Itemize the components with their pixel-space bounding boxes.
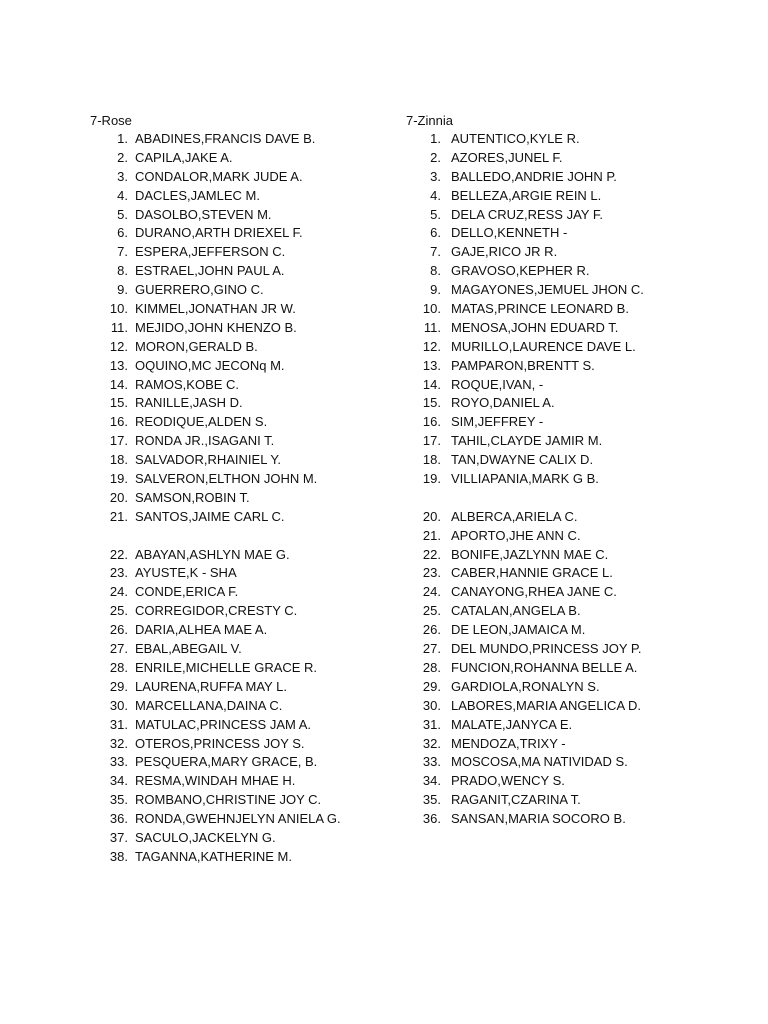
list-item-number: 9. (430, 282, 441, 298)
student-name: GAJE,RICO JR R. (451, 244, 558, 260)
list-item-number: 14. (109, 376, 128, 392)
list-item (406, 546, 726, 565)
list-item (406, 678, 726, 697)
student-name: KIMMEL,JONATHAN JR W. (135, 301, 296, 317)
list-item-number: 30. (109, 697, 128, 713)
list-item-number: 31. (422, 716, 441, 732)
list-item-number: 7. (117, 244, 128, 260)
list-item-number: 9. (117, 282, 128, 298)
list-item (90, 262, 390, 281)
list-item (90, 848, 390, 867)
list-item (406, 187, 726, 206)
list-item (406, 470, 726, 489)
list-item (406, 583, 726, 602)
list-item-number: 8. (117, 263, 128, 279)
list-item (90, 243, 390, 262)
student-name: RONDA,GWEHNJELYN ANIELA G. (135, 811, 341, 827)
student-name: DASOLBO,STEVEN M. (135, 206, 272, 222)
student-name: GARDIOLA,RONALYN S. (451, 678, 600, 694)
list-item-number: 34. (422, 773, 441, 789)
list-item-number: 28. (422, 659, 441, 675)
student-name: FUNCION,ROHANNA BELLE A. (451, 659, 638, 675)
list-item (406, 376, 726, 395)
list-item-number: 20. (109, 489, 128, 505)
student-name: ROMBANO,CHRISTINE JOY C. (135, 792, 322, 808)
list-item (406, 753, 726, 772)
list-item-number: 20. (422, 508, 441, 524)
list-item-number: 24. (422, 584, 441, 600)
student-name: CONDE,ERICA F. (135, 584, 239, 600)
list-item-number: 3. (430, 168, 441, 184)
list-item-number: 32. (422, 735, 441, 751)
student-name: CABER,HANNIE GRACE L. (451, 565, 613, 581)
list-item-number: 19. (422, 471, 441, 487)
list-item (90, 281, 390, 300)
list-item-number: 5. (430, 206, 441, 222)
list-item (406, 357, 726, 376)
list-item-number: 15. (422, 395, 441, 411)
list-item (90, 829, 390, 848)
list-item-number: 16. (109, 414, 128, 430)
list-item (406, 149, 726, 168)
list-item-number: 1. (117, 131, 128, 146)
list-item (90, 772, 390, 791)
student-name: AZORES,JUNEL F. (451, 149, 563, 165)
student-name: ROQUE,IVAN, - (451, 376, 544, 392)
student-name: ABAYAN,ASHLYN MAE G. (135, 546, 290, 562)
student-name: GRAVOSO,KEPHER R. (451, 263, 590, 279)
student-name: ABADINES,FRANCIS DAVE B. (135, 131, 316, 146)
list-item (406, 394, 726, 413)
student-name: ALBERCA,ARIELA C. (451, 508, 578, 524)
list-item (90, 735, 390, 754)
list-item-number: 34. (109, 773, 128, 789)
list-item (90, 470, 390, 489)
student-name: SANSAN,MARIA SOCORO B. (451, 811, 626, 827)
list-item (406, 564, 726, 583)
list-item-number: 26. (422, 622, 441, 638)
list-item-number: 1. (430, 131, 441, 146)
list-item (406, 224, 726, 243)
list-item (406, 451, 726, 470)
student-name: ROYO,DANIEL A. (451, 395, 555, 411)
list-item (406, 659, 726, 678)
list-item-number: 29. (422, 678, 441, 694)
list-item-number: 11. (110, 319, 128, 335)
student-name: OTEROS,PRINCESS JOY S. (135, 735, 305, 751)
student-name: MENOSA,JOHN EDUARD T. (451, 319, 619, 335)
list-item (406, 262, 726, 281)
list-item (406, 527, 726, 546)
list-item (90, 300, 390, 319)
list-item-number: 6. (430, 225, 441, 241)
list-item (406, 206, 726, 225)
list-item (90, 224, 390, 243)
list-item-number: 21. (422, 527, 441, 543)
section-7-zinnia (406, 111, 726, 829)
student-name: LAURENA,RUFFA MAY L. (135, 678, 287, 694)
student-name: RAGANIT,CZARINA T. (451, 792, 581, 808)
list-item-number: 37. (109, 829, 128, 845)
list-item-number: 38. (109, 848, 128, 864)
list-item (406, 716, 726, 735)
student-name: DELA CRUZ,RESS JAY F. (451, 206, 603, 222)
list-item-number: 24. (109, 584, 128, 600)
list-item (406, 168, 726, 187)
student-name: GUERRERO,GINO C. (135, 282, 264, 298)
student-name: DE LEON,JAMAICA M. (451, 622, 586, 638)
list-item (90, 564, 390, 583)
student-name: VILLIAPANIA,MARK G B. (451, 471, 599, 487)
student-name: RESMA,WINDAH MHAE H. (135, 773, 296, 789)
list-item-number: 13. (109, 357, 128, 373)
list-item (406, 791, 726, 810)
list-item (90, 697, 390, 716)
student-name: ESTRAEL,JOHN PAUL A. (135, 263, 285, 279)
student-list (90, 130, 390, 867)
student-name: MATULAC,PRINCESS JAM A. (135, 716, 312, 732)
list-item (90, 716, 390, 735)
list-item (90, 621, 390, 640)
list-item (406, 508, 726, 527)
list-item-number: 28. (109, 659, 128, 675)
student-name: PAMPARON,BRENTT S. (451, 357, 595, 373)
student-name: CORREGIDOR,CRESTY C. (135, 603, 298, 619)
list-item (90, 508, 390, 527)
list-item-number: 36. (109, 811, 128, 827)
student-name: MAGAYONES,JEMUEL JHON C. (451, 282, 644, 298)
list-item-number: 25. (422, 603, 441, 619)
list-item (90, 319, 390, 338)
list-item-number: 25. (109, 603, 128, 619)
list-item (406, 300, 726, 319)
list-item-number: 33. (109, 754, 128, 770)
section-title: 7-Rose (90, 113, 132, 128)
student-name: SALVERON,ELTHON JOHN M. (135, 471, 318, 487)
list-item (406, 319, 726, 338)
list-item (90, 149, 390, 168)
list-item-number: 5. (117, 206, 128, 222)
section-7-rose (90, 111, 390, 867)
list-item-number: 36. (422, 811, 441, 827)
list-item-number: 27. (422, 641, 441, 657)
list-item (90, 489, 390, 508)
student-name: CATALAN,ANGELA B. (451, 603, 581, 619)
list-item-number: 18. (109, 452, 128, 468)
list-item-number: 33. (422, 754, 441, 770)
list-item-number: 18. (422, 452, 441, 468)
list-item (90, 583, 390, 602)
student-name: RANILLE,JASH D. (135, 395, 243, 411)
list-item-number: 22. (422, 546, 441, 562)
list-item-number: 23. (109, 565, 128, 581)
list-item-number: 21. (109, 508, 128, 524)
student-name: DELLO,KENNETH - (451, 225, 568, 241)
student-name: RAMOS,KOBE C. (135, 376, 240, 392)
list-item (90, 376, 390, 395)
student-name: RONDA JR.,ISAGANI T. (135, 433, 275, 449)
list-item (90, 753, 390, 772)
list-item-number: 31. (109, 716, 128, 732)
list-item-number: 29. (109, 678, 128, 694)
list-item-number: 2. (117, 149, 128, 165)
list-item-number: 4. (117, 187, 128, 203)
list-item-number: 4. (430, 187, 441, 203)
student-name: AUTENTICO,KYLE R. (451, 131, 580, 146)
list-item (90, 206, 390, 225)
student-name: SAMSON,ROBIN T. (135, 489, 250, 505)
student-name: MOSCOSA,MA NATIVIDAD S. (451, 754, 628, 770)
list-item (406, 697, 726, 716)
list-item (90, 678, 390, 697)
list-item-number: 17. (422, 433, 441, 449)
student-name: BALLEDO,ANDRIE JOHN P. (451, 168, 617, 184)
student-name: APORTO,JHE ANN C. (451, 527, 581, 543)
student-name: CONDALOR,MARK JUDE A. (135, 168, 303, 184)
list-item-number: 2. (430, 149, 441, 165)
list-item (90, 413, 390, 432)
list-item-number: 35. (422, 792, 441, 808)
student-name: SALVADOR,RHAINIEL Y. (135, 452, 281, 468)
list-item (90, 810, 390, 829)
list-item (406, 130, 726, 149)
list-item (90, 546, 390, 565)
student-name: DURANO,ARTH DRIEXEL F. (135, 225, 303, 241)
list-item-number: 27. (109, 641, 128, 657)
list-item-number: 7. (430, 244, 441, 260)
student-name: MATAS,PRINCE LEONARD B. (451, 301, 629, 317)
list-item (406, 772, 726, 791)
student-name: CANAYONG,RHEA JANE C. (451, 584, 617, 600)
list-item (90, 357, 390, 376)
list-item (406, 621, 726, 640)
list-item-number: 32. (109, 735, 128, 751)
list-item-number: 14. (422, 376, 441, 392)
student-name: DARIA,ALHEA MAE A. (135, 622, 268, 638)
student-name: TAN,DWAYNE CALIX D. (451, 452, 594, 468)
list-item-number: 19. (109, 471, 128, 487)
list-item (406, 338, 726, 357)
list-item (406, 432, 726, 451)
list-item (406, 602, 726, 621)
list-item (90, 168, 390, 187)
list-item-number: 30. (422, 697, 441, 713)
list-item (90, 394, 390, 413)
list-item (90, 602, 390, 621)
student-name: SACULO,JACKELYN G. (135, 829, 276, 845)
list-item-number: 11. (423, 319, 441, 335)
list-item-number: 12. (109, 338, 128, 354)
student-name: SANTOS,JAIME CARL C. (135, 508, 285, 524)
student-name: CAPILA,JAKE A. (135, 149, 233, 165)
list-item-number: 22. (109, 546, 128, 562)
list-item (406, 413, 726, 432)
list-item-number: 12. (422, 338, 441, 354)
student-name: OQUINO,MC JECONq M. (135, 357, 285, 373)
student-list (406, 130, 726, 829)
student-name: LABORES,MARIA ANGELICA D. (451, 697, 642, 713)
student-name: DACLES,JAMLEC M. (135, 187, 260, 203)
student-name: BELLEZA,ARGIE REIN L. (451, 187, 602, 203)
student-name: ESPERA,JEFFERSON C. (135, 244, 286, 260)
student-name: EBAL,ABEGAIL V. (135, 641, 242, 657)
list-item (90, 451, 390, 470)
list-item-number: 35. (109, 792, 128, 808)
student-name: TAGANNA,KATHERINE M. (135, 848, 292, 864)
list-item-number: 15. (109, 395, 128, 411)
list-item-number: 6. (117, 225, 128, 241)
student-name: PESQUERA,MARY GRACE, B. (135, 754, 318, 770)
list-item (90, 130, 390, 149)
list-item (406, 281, 726, 300)
list-item-number: 23. (422, 565, 441, 581)
list-item-number: 26. (109, 622, 128, 638)
list-item (406, 243, 726, 262)
list-item (406, 735, 726, 754)
list-item (406, 810, 726, 829)
student-name: MALATE,JANYCA E. (451, 716, 573, 732)
list-item-number: 17. (109, 433, 128, 449)
list-item (406, 640, 726, 659)
list-item-number: 16. (422, 414, 441, 430)
list-item (90, 640, 390, 659)
student-name: MARCELLANA,DAINA C. (135, 697, 283, 713)
student-name: MENDOZA,TRIXY - (451, 735, 566, 751)
list-item (90, 791, 390, 810)
list-item-number: 8. (430, 263, 441, 279)
student-name: MORON,GERALD B. (135, 338, 258, 354)
student-name: SIM,JEFFREY - (451, 414, 544, 430)
list-item-number: 13. (422, 357, 441, 373)
student-name: REODIQUE,ALDEN S. (135, 414, 268, 430)
student-name: ENRILE,MICHELLE GRACE R. (135, 659, 318, 675)
list-item-number: 10. (422, 301, 441, 317)
list-item (90, 187, 390, 206)
list-item-number: 10. (109, 301, 128, 317)
list-item (90, 432, 390, 451)
student-name: AYUSTE,K - SHA (135, 565, 237, 581)
student-name: TAHIL,CLAYDE JAMIR M. (451, 433, 603, 449)
student-name: MURILLO,LAURENCE DAVE L. (451, 338, 636, 354)
student-name: MEJIDO,JOHN KHENZO B. (135, 319, 297, 335)
student-name: BONIFE,JAZLYNN MAE C. (451, 546, 609, 562)
section-title: 7-Zinnia (406, 113, 453, 128)
list-item-number: 3. (117, 168, 128, 184)
student-name: PRADO,WENCY S. (451, 773, 565, 789)
list-item (90, 338, 390, 357)
list-item (90, 659, 390, 678)
student-name: DEL MUNDO,PRINCESS JOY P. (451, 641, 642, 657)
